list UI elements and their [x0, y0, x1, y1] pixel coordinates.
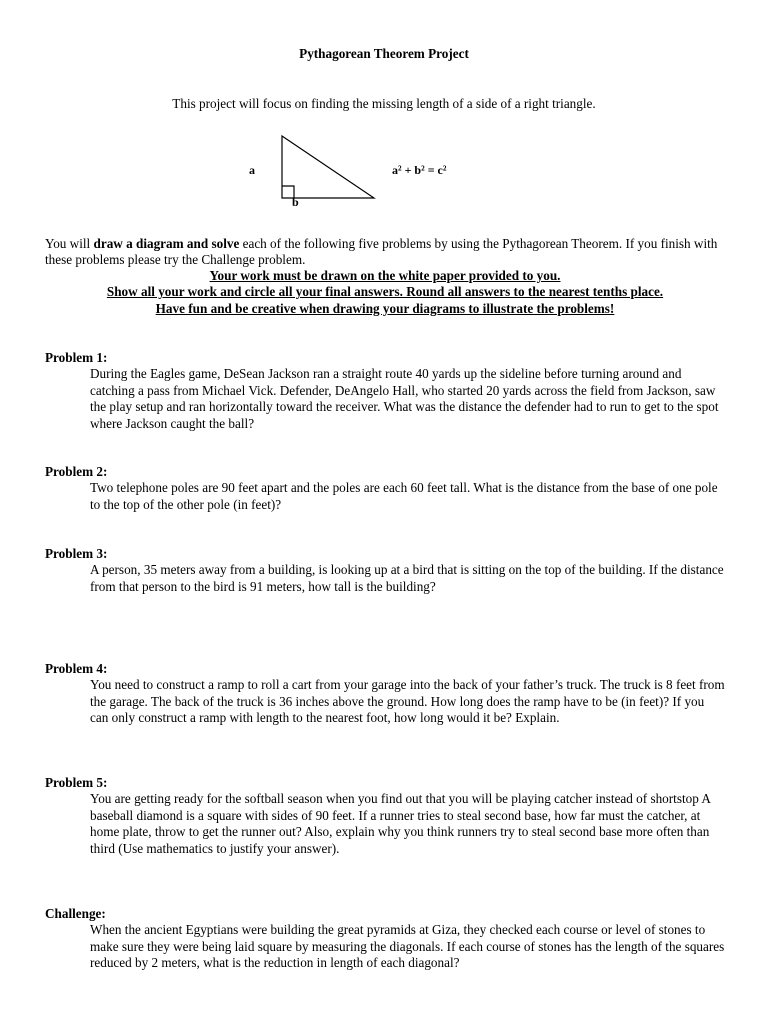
problem-5: [45, 775, 725, 857]
problem-title: Problem 1:: [45, 350, 108, 365]
rule-line: Your work must be drawn on the white paper provided to you.: [209, 268, 561, 283]
side-a-label: a: [249, 163, 255, 177]
rules-block: [45, 268, 725, 317]
side-b-label: b: [292, 195, 299, 209]
instructions-paragraph: [45, 236, 735, 269]
problem-text: Two telephone poles are 90 feet apart and the poles are each 60 feet tall. What is the distance from the base of one pole to the top of the other pole (in feet)?: [90, 480, 718, 512]
problem-1: [45, 350, 725, 432]
page-title: Pythagorean Theorem Project: [299, 46, 469, 61]
problem-title: Problem 5:: [45, 775, 108, 790]
intro-text: This project will focus on finding the missing length of a side of a right triangle.: [172, 96, 596, 111]
pythagorean-equation: a² + b² = c²: [392, 163, 447, 177]
problem-4: [45, 661, 725, 727]
problem-2: [45, 464, 725, 513]
problem-text: You need to construct a ramp to roll a cart from your garage into the back of your father’s truck. The truck is 8 feet from the garage. The back of the truck is 36 inches above the ground. How long does the ramp have to be (in feet)? If you can only construct a ramp with length to the nearest foot, how long would it be? Explain.: [90, 677, 725, 726]
problem-title: Problem 3:: [45, 546, 108, 561]
instructions-emphasis: draw a diagram and solve: [93, 236, 240, 251]
problem-title: Problem 4:: [45, 661, 108, 676]
triangle-shape: [282, 136, 374, 198]
rule-line: Show all your work and circle all your final answers. Round all answers to the nearest tenths place.: [106, 284, 664, 300]
problem-text: When the ancient Egyptians were building the great pyramids at Giza, they checked each course or level of stones to make sure they were being laid square by measuring the diagonals. If each course of stones has the length of the squares reduced by 2 meters, what is the reduction in length of each diagonal?: [90, 922, 725, 971]
instructions-prefix: You will: [45, 236, 94, 251]
challenge-problem: [45, 906, 725, 972]
problem-text: A person, 35 meters away from a building, is looking up at a bird that is sitting on the top of the building. If the distance from that person to the bird is 91 meters, how tall is the building?: [90, 562, 724, 594]
problem-3: [45, 546, 725, 595]
problem-title: Problem 2:: [45, 464, 108, 479]
problem-title: Challenge:: [45, 906, 106, 921]
rule-line: Have fun and be creative when drawing your diagrams to illustrate the problems!: [155, 300, 615, 316]
instructions-suffix: each of the following five problems by using the Pythagorean Theorem. If you finish with these problems please try the Challenge problem.: [45, 236, 718, 268]
problem-text: During the Eagles game, DeSean Jackson ran a straight route 40 yards up the sideline before turning around and catching a pass from Michael Vick. Defender, DeAngelo Hall, who started 20 yards across the field from Jackson, saw the play setup and ran horizontally toward the receiver. What was the distance the defender had to run to get to the spot where Jackson caught the ball?: [90, 366, 719, 431]
problem-text: You are getting ready for the softball season when you find out that you will be playing catcher instead of shortstop A baseball diamond is a square with sides of 90 feet. If a runner tries to steal second base, how far must the catcher, at home plate, throw to get the runner out? Also, explain why you think runners try to steal second base more often than third (Use mathematics to justify your answer).: [90, 791, 711, 856]
right-triangle-diagram: [240, 128, 500, 212]
